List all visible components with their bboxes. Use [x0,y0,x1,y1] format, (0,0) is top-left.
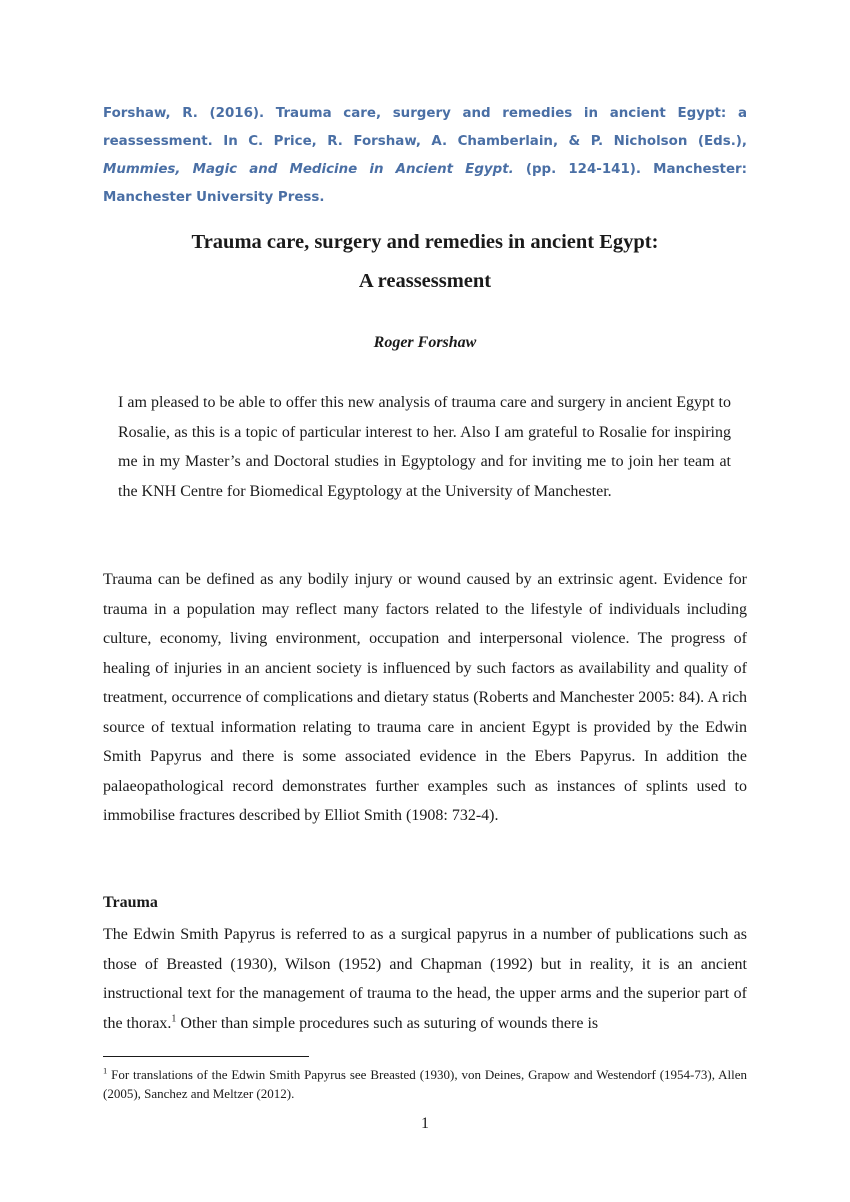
footnote-text: For translations of the Edwin Smith Papyrus see Breasted (1930), von Deines, Grapow and Westendorf (1954-73), Allen (2005), Sanchez and Meltzer (2012). [103,1067,747,1101]
citation-block [103,100,747,212]
footnote [103,1065,747,1103]
article-title-line-1: Trauma care, surgery and remedies in ancient Egypt: [191,231,659,253]
page-number: 1 [421,1115,429,1132]
dedication-paragraph: I am pleased to be able to offer this new analysis of trauma care and surgery in ancient Egypt to Rosalie, as this is a topic of particular interest to her. Also I am grateful to Rosalie for inspiring me in my Master’s and Doctoral studies in Egyptology and for inviting me to join her team at the KNH Centre for Biomedical Egyptology at the University of Manchester. [118,394,731,500]
citation-book-title: Mummies, Magic and Medicine in Ancient Egypt. [103,162,514,177]
footnote-marker: 1 [103,1065,108,1076]
article-title [103,223,747,301]
trauma-paragraph [103,920,747,1038]
footnote-divider [103,1056,309,1057]
trauma-paragraph-continuation: Other than simple procedures such as suturing of wounds there is [176,1014,599,1032]
section-heading-trauma: Trauma [103,894,158,911]
trauma-paragraph-text: The Edwin Smith Papyrus is referred to as a surgical papyrus in a number of publications such as those of Breasted (1930), Wilson (1952) and Chapman (1992) but in reality, it is an ancient instructional text for the management of trauma to the head, the upper arms and the superior part of the thorax. [103,926,747,1032]
footnote-reference[interactable]: 1 [171,1013,177,1025]
author-name: Roger Forshaw [373,334,477,351]
intro-paragraph: Trauma can be defined as any bodily injury or wound caused by an extrinsic agent. Evidence for trauma in a population may reflect many factors related to the lifestyle of individuals including culture, economy, living environment, occupation and interpersonal violence. The progress of healing of injuries in an ancient society is influenced by such factors as availability and quality of treatment, occurrence of complications and dietary status (Roberts and Manchester 2005: 84). A rich source of textual information relating to trauma care in ancient Egypt is provided by the Edwin Smith Papyrus and there is some associated evidence in the Ebers Papyrus. In addition the palaeopathological record demonstrates further examples such as instances of splints used to immobilise fractures described by Elliot Smith (1908: 732-4). [103,571,747,824]
citation-pages-publisher: (pp. 124-141). Manchester: Manchester University Press. [103,162,748,205]
article-title-line-2: A reassessment [358,270,492,292]
citation-text: Forshaw, R. (2016). Trauma care, surgery and remedies in ancient Egypt: a reassessment. In C. Price, R. Forshaw, A. Chamberlain, & P. Nicholson (Eds.), [103,106,747,149]
